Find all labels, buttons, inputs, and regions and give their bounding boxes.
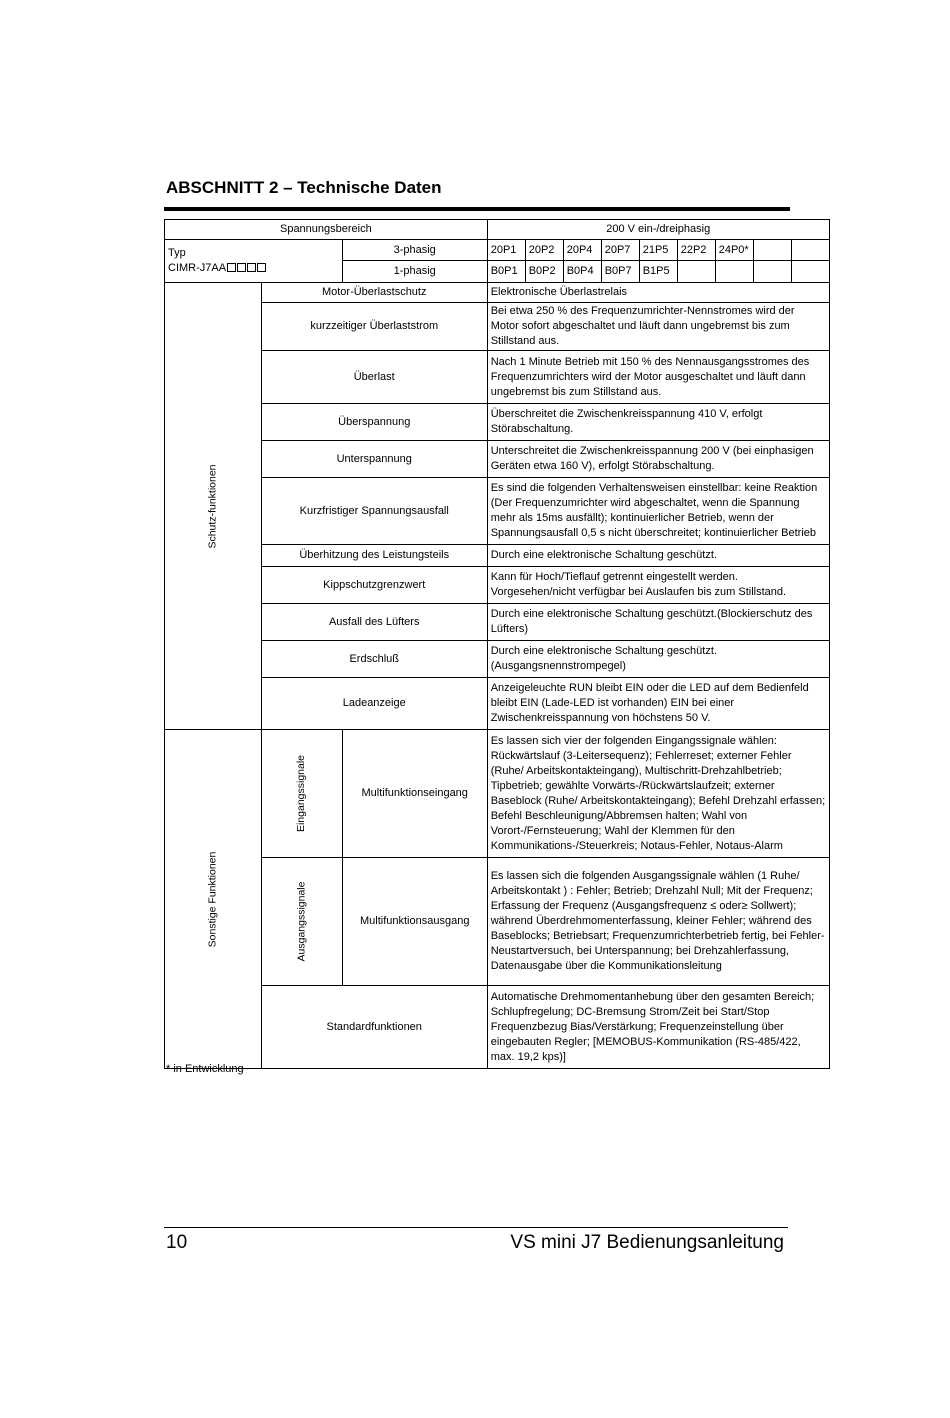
- protection-row: [165, 441, 830, 478]
- model-prefix: CIMR-J7AA: [168, 262, 227, 274]
- ausgang-desc: Es lassen sich die folgenden Ausgangssignale wählen (1 Ruhe/ Arbeitskontakt ) : Fehler; Betrieb; Drehzahl Null; Mit der Frequenz; Erfassung der Frequenz (Ausgangsfrequenz ≤ oder≥ Sollwert); während Überdrehmomenterfassung, kleiner Fehler; während des Baseblocks; Betriebsart; Frequenzumrichterbetrieb fertig, bei Fehler-Neustartversuch, bei Unterspannung; bei Drehzahlerfassung, Datenausgabe über die Kommunikationsleitung: [487, 858, 829, 986]
- protection-name: Ausfall des Lüfters: [261, 604, 487, 641]
- sonstige-group-cell: [165, 730, 262, 1069]
- protection-name: Kippschutzgrenzwert: [261, 567, 487, 604]
- protection-desc: Kann für Hoch/Tieflauf getrennt eingestellt werden. Vorgesehen/nicht verfügbar bei Auslaufen bis zum Stillstand.: [487, 567, 829, 604]
- protection-desc: Durch eine elektronische Schaltung geschützt.: [487, 545, 829, 567]
- section-rule: [164, 207, 790, 211]
- protection-row: [165, 567, 830, 604]
- model-cell-3phase: 21P5: [639, 240, 677, 261]
- type-cell: [165, 240, 343, 283]
- protection-desc: Nach 1 Minute Betrieb mit 150 % des Nennausgangsstromes des Frequenzumrichters wird der Motor ausgeschaltet und läuft dann ungebremst bis zum Stillstand aus.: [487, 351, 829, 404]
- voltage-value: 200 V ein-/dreiphasig: [487, 220, 829, 240]
- model-code: [168, 261, 339, 276]
- three-phase-label: 3-phasig: [342, 240, 487, 261]
- protection-desc: Durch eine elektronische Schaltung geschützt.(Blockierschutz des Lüfters): [487, 604, 829, 641]
- protection-name: Kurzfristiger Spannungsausfall: [261, 478, 487, 545]
- eingang-label: Eingangssignale: [295, 754, 308, 833]
- protection-row: [165, 545, 830, 567]
- three-phase-row: [165, 240, 830, 261]
- footnote: * in Entwicklung: [166, 1063, 244, 1075]
- ausgang-name: Multifunktionsausgang: [342, 858, 487, 986]
- protection-name: Motor-Überlastschutz: [261, 283, 487, 303]
- manual-title: VS mini J7 Bedienungsanleitung: [510, 1232, 784, 1253]
- protection-desc: Elektronische Überlastrelais: [487, 283, 829, 303]
- output-signal-row: [165, 858, 830, 986]
- page-number: 10: [166, 1232, 188, 1253]
- sonstige-group-label: Sonstige Funktionen: [206, 851, 219, 947]
- model-checkboxes: [226, 262, 266, 274]
- protection-desc: Überschreitet die Zwischenkreisspannung 410 V, erfolgt Störabschaltung.: [487, 404, 829, 441]
- spec-table: [164, 219, 830, 1069]
- model-placeholder-box: [227, 263, 236, 272]
- model-cell-1phase: B1P5: [639, 261, 677, 283]
- model-cell-1phase: B0P2: [525, 261, 563, 283]
- model-cell-3phase: 20P2: [525, 240, 563, 261]
- protection-desc: Durch eine elektronische Schaltung geschützt. (Ausgangsnennstrompegel): [487, 641, 829, 678]
- model-cell-3phase: 20P4: [563, 240, 601, 261]
- model-cell-1phase: B0P4: [563, 261, 601, 283]
- protection-name: Überspannung: [261, 404, 487, 441]
- protection-row: [165, 303, 830, 351]
- model-placeholder-box: [257, 263, 266, 272]
- voltage-header-row: [165, 220, 830, 240]
- protection-desc: Unterschreitet die Zwischenkreisspannung 200 V (bei einphasigen Geräten etwa 160 V), erfolgt Störabschaltung.: [487, 441, 829, 478]
- protection-row: [165, 283, 830, 303]
- model-cell-1phase: [753, 261, 791, 283]
- input-signal-row: [165, 730, 830, 858]
- model-cell-1phase: [715, 261, 753, 283]
- protection-row: [165, 604, 830, 641]
- protection-name: kurzzeitiger Überlaststrom: [261, 303, 487, 351]
- protection-row: [165, 478, 830, 545]
- protection-name: Überlast: [261, 351, 487, 404]
- model-cell-1phase: [677, 261, 715, 283]
- eingang-desc: Es lassen sich vier der folgenden Eingangssignale wählen: Rückwärtslauf (3-Leitersequenz); Fehlerreset; externer Fehler (Ruhe/ Arbeitskontakteingang), Multischritt-Drehzahlbetrieb; Tipbetrieb; gewählte Vorwärts-/Rückwärtslaufzeit; externer Baseblock (Ruhe/ Arbeitskontakteingang); Befehl Drehzahl erfassen; Befehl Beschleunigung/Abbremsen halten; Wahl von Vorort-/Fernsteuerung; Wahl der Klemmen für den Kommunikations-/Steuerkreis; Notaus-Fehler, Notaus-Alarm: [487, 730, 829, 858]
- spec-table-body: [165, 220, 830, 1069]
- schutz-group-cell: [165, 283, 262, 730]
- model-cell-3phase: [753, 240, 791, 261]
- model-placeholder-box: [237, 263, 246, 272]
- section-title: ABSCHNITT 2 – Technische Daten: [166, 178, 442, 197]
- model-cell-3phase: 24P0*: [715, 240, 753, 261]
- eingang-label-cell: [261, 730, 342, 858]
- schutz-group-label: Schutz-funktionen: [206, 463, 219, 549]
- model-cell-3phase: 20P7: [601, 240, 639, 261]
- protection-name: Erdschluß: [261, 641, 487, 678]
- model-cell-3phase: 22P2: [677, 240, 715, 261]
- protection-desc: Bei etwa 250 % des Frequenzumrichter-Nennstromes wird der Motor sofort abgeschaltet und läuft dann ungebremst bis zum Stillstand aus.: [487, 303, 829, 351]
- ausgang-label: Ausgangssignale: [295, 881, 308, 962]
- model-cell-3phase: 20P1: [487, 240, 525, 261]
- model-placeholder-box: [247, 263, 256, 272]
- standard-functions-row: [165, 986, 830, 1069]
- one-phase-label: 1-phasig: [342, 261, 487, 283]
- protection-desc: Anzeigeleuchte RUN bleibt EIN oder die LED auf dem Bedienfeld bleibt EIN (Lade-LED ist vorhanden) EIN bei einer Zwischenkreisspannung von höchstens 50 V.: [487, 678, 829, 730]
- protection-row: [165, 351, 830, 404]
- protection-name: Unterspannung: [261, 441, 487, 478]
- footer-rule: [164, 1227, 788, 1228]
- protection-row: [165, 404, 830, 441]
- protection-row: [165, 678, 830, 730]
- model-cell-1phase: B0P7: [601, 261, 639, 283]
- model-cell-1phase: [791, 261, 829, 283]
- model-cell-1phase: B0P1: [487, 261, 525, 283]
- spannungsbereich-label: Spannungsbereich: [165, 220, 488, 240]
- typ-label: Typ: [168, 247, 186, 259]
- protection-row: [165, 641, 830, 678]
- ausgang-label-cell: [261, 858, 342, 986]
- protection-desc: Es sind die folgenden Verhaltensweisen einstellbar: keine Reaktion (Der Frequenzumrichter wird abgeschaltet, wenn die Spannung mehr als 15ms ausfällt); kontinuierlicher Betrieb, wenn der Spannungsausfall 0,5 s nicht überschreitet; kontinuierlicher Betrieb: [487, 478, 829, 545]
- standard-name: Standardfunktionen: [261, 986, 487, 1069]
- protection-name: Ladeanzeige: [261, 678, 487, 730]
- eingang-name: Multifunktionseingang: [342, 730, 487, 858]
- protection-name: Überhitzung des Leistungsteils: [261, 545, 487, 567]
- model-cell-3phase: [791, 240, 829, 261]
- standard-desc: Automatische Drehmomentanhebung über den gesamten Bereich; Schlupfregelung; DC-Bremsung Strom/Zeit bei Start/Stop Frequenzbezug Bias/Verstärkung; Frequenzeinstellung über eingebauten Regler; [MEMOBUS-Kommunikation (RS-485/422, max. 19,2 kps)]: [487, 986, 829, 1069]
